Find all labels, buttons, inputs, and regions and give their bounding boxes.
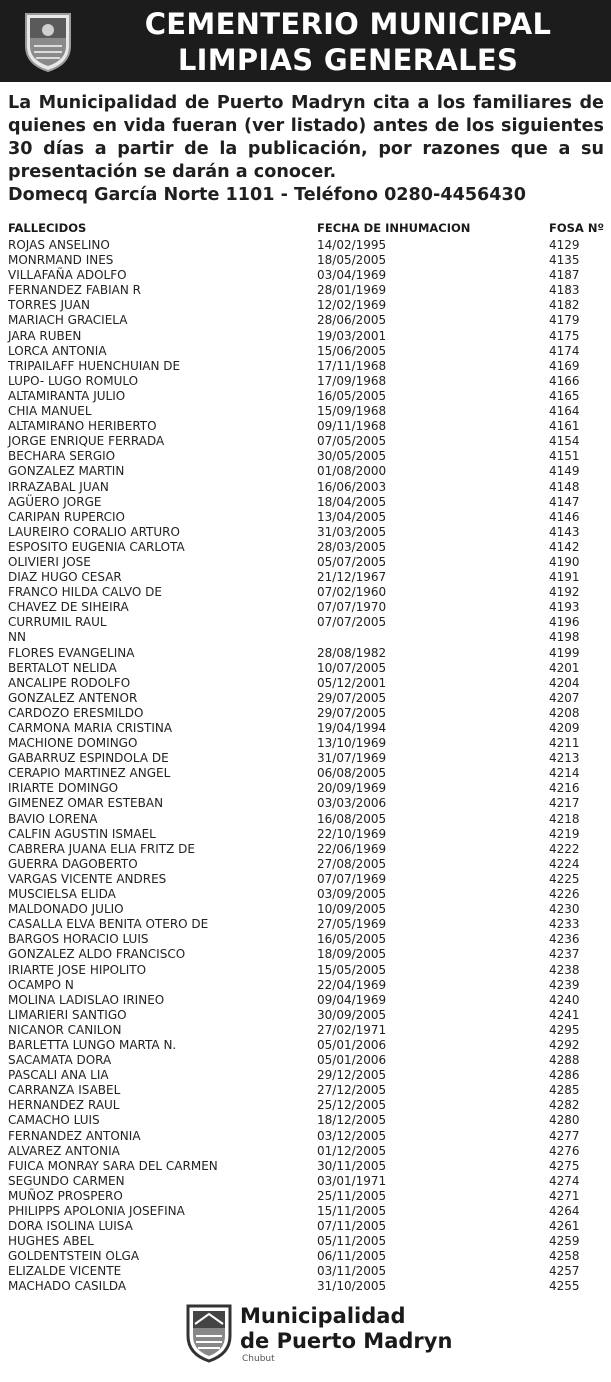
grave-number: 4233 <box>549 917 580 932</box>
grave-number: 4135 <box>549 253 580 268</box>
grave-number: 4230 <box>549 902 580 917</box>
table-row <box>8 600 606 615</box>
grave-number: 4147 <box>549 494 580 509</box>
grave-number: 4219 <box>549 826 580 841</box>
deceased-name: BARGOS HORACIO LUIS <box>8 932 149 947</box>
grave-number: 4179 <box>549 313 580 328</box>
deceased-name: ALTAMIRANTA JULIO <box>8 388 126 403</box>
grave-number: 4236 <box>549 932 580 947</box>
footer-logo <box>0 1298 611 1368</box>
deceased-name: MACHIONE DOMINGO <box>8 736 138 751</box>
grave-number: 4164 <box>549 404 580 419</box>
title-line-2: LIMPIAS GENERALES <box>177 43 519 77</box>
table-row <box>8 1234 606 1249</box>
burial-date: 28/06/2005 <box>317 313 387 328</box>
deceased-name: MALDONADO JULIO <box>8 902 124 917</box>
deceased-name: GUERRA DAGOBERTO <box>8 856 138 871</box>
deceased-name: CARDOZO ERESMILDO <box>8 705 144 720</box>
burial-date: 25/12/2005 <box>317 1098 387 1113</box>
table-row <box>8 721 606 736</box>
grave-number: 4207 <box>549 690 580 705</box>
burial-date: 18/04/2005 <box>317 494 387 509</box>
deceased-name: MACHADO CASILDA <box>8 1279 127 1294</box>
table-row <box>8 555 606 570</box>
burial-date: 29/07/2005 <box>317 705 387 720</box>
burial-date: 27/02/1971 <box>317 1022 387 1037</box>
grave-number: 4295 <box>549 1022 580 1037</box>
table-row <box>8 1144 606 1159</box>
burial-date: 10/09/2005 <box>317 902 387 917</box>
grave-number: 4191 <box>549 570 580 585</box>
table-row <box>8 1129 606 1144</box>
brand-city: de Puerto Madryn <box>240 1329 453 1353</box>
deceased-name: PHILIPPS APOLONIA JOSEFINA <box>8 1204 185 1218</box>
table-row <box>8 1053 606 1068</box>
burial-date: 18/12/2005 <box>317 1113 387 1128</box>
deceased-name: ROJAS ANSELINO <box>8 238 110 252</box>
table-row <box>8 329 606 344</box>
deceased-name: FLORES EVANGELINA <box>8 645 135 660</box>
burial-date: 17/09/1968 <box>317 373 387 388</box>
burial-date: 31/03/2005 <box>317 524 387 539</box>
grave-number: 4204 <box>549 675 580 690</box>
burial-date: 03/01/1971 <box>317 1173 387 1188</box>
table-row <box>8 434 606 449</box>
burial-date: 15/05/2005 <box>317 962 387 977</box>
deceased-name: NICANOR CANILON <box>8 1022 122 1037</box>
grave-number: 4237 <box>549 947 580 962</box>
notice-text <box>8 92 604 207</box>
deceased-name: BAVIO LORENA <box>8 811 98 826</box>
burial-date: 19/03/2001 <box>317 328 387 343</box>
deceased-name: AGÜERO JORGE <box>8 494 102 509</box>
grave-number: 4214 <box>549 766 580 781</box>
deceased-name: MUÑOZ PROSPERO <box>8 1188 123 1203</box>
grave-number: 4209 <box>549 721 580 735</box>
burial-date: 13/10/1969 <box>317 736 387 751</box>
deceased-name: CHIA MANUEL <box>8 404 92 419</box>
burial-date: 14/02/1995 <box>317 238 387 252</box>
burial-date: 12/02/1969 <box>317 298 387 313</box>
table-row <box>8 344 606 359</box>
page-title <box>92 6 604 78</box>
table-row <box>8 1038 606 1053</box>
table-row <box>8 917 606 932</box>
burial-date: 30/05/2005 <box>317 449 387 464</box>
brand-name: Municipalidad <box>240 1304 406 1328</box>
burial-date: 31/10/2005 <box>317 1279 387 1294</box>
grave-number: 4257 <box>549 1264 580 1279</box>
table-row <box>8 1113 606 1128</box>
column-header-name: FALLECIDOS <box>8 221 87 235</box>
coat-of-arms-icon <box>185 1302 233 1364</box>
grave-number: 4240 <box>549 992 580 1007</box>
burial-date: 05/01/2006 <box>317 1037 387 1052</box>
grave-number: 4192 <box>549 585 580 600</box>
burial-date: 03/12/2005 <box>317 1128 387 1143</box>
deceased-name: FRANCO HILDA CALVO DE <box>8 585 162 600</box>
deceased-name: GONZALEZ ANTENOR <box>8 690 138 705</box>
table-row <box>8 283 606 298</box>
burial-date: 16/06/2003 <box>317 479 387 494</box>
table-row <box>8 751 606 766</box>
burial-date: 03/03/2006 <box>317 796 387 811</box>
grave-number: 4277 <box>549 1128 580 1143</box>
grave-number: 4201 <box>549 660 580 675</box>
grave-number: 4292 <box>549 1037 580 1052</box>
grave-number: 4190 <box>549 554 580 569</box>
grave-number: 4208 <box>549 705 580 720</box>
deceased-name: ALVAREZ ANTONIA <box>8 1143 120 1158</box>
burial-date: 05/11/2005 <box>317 1234 387 1249</box>
burial-date: 18/05/2005 <box>317 253 387 268</box>
table-row <box>8 827 606 842</box>
table-row <box>8 691 606 706</box>
grave-number: 4288 <box>549 1053 580 1068</box>
grave-number: 4183 <box>549 283 580 298</box>
grave-number: 4154 <box>549 434 580 449</box>
grave-number: 4241 <box>549 1007 580 1022</box>
deceased-name: OLIVIERI JOSE <box>8 554 91 569</box>
burial-date: 07/07/1969 <box>317 871 387 886</box>
table-row <box>8 1008 606 1023</box>
table-row <box>8 495 606 510</box>
deceased-name: TORRES JUAN <box>8 298 90 313</box>
table-row <box>8 313 606 328</box>
deceased-name: CALFIN AGUSTIN ISMAEL <box>8 826 156 841</box>
table-row <box>8 464 606 479</box>
grave-number: 4275 <box>549 1158 580 1173</box>
table-row <box>8 736 606 751</box>
table-row <box>8 1068 606 1083</box>
table-row <box>8 781 606 796</box>
table-row <box>8 615 606 630</box>
deceased-name: NN <box>8 630 26 645</box>
deceased-name: MOLINA LADISLAO IRINEO <box>8 992 165 1007</box>
burial-date: 29/12/2005 <box>317 1068 387 1083</box>
table-row <box>8 298 606 313</box>
grave-number: 4166 <box>549 373 580 388</box>
table-row <box>8 646 606 661</box>
burial-date: 07/11/2005 <box>317 1219 387 1234</box>
deceased-name: SEGUNDO CARMEN <box>8 1173 125 1188</box>
grave-number: 4239 <box>549 977 580 992</box>
burial-date: 30/11/2005 <box>317 1158 387 1173</box>
grave-number: 4238 <box>549 962 580 977</box>
deceased-name: LIMARIERI SANTIGO <box>8 1007 127 1022</box>
deceased-name: PASCALI ANA LIA <box>8 1068 109 1083</box>
deceased-name: CARMONA MARIA CRISTINA <box>8 721 173 735</box>
grave-number: 4258 <box>549 1249 580 1264</box>
grave-number: 4193 <box>549 600 580 615</box>
burial-date: 22/06/1969 <box>317 841 387 856</box>
grave-number: 4129 <box>549 238 580 252</box>
table-row <box>8 1083 606 1098</box>
table-row <box>8 1189 606 1204</box>
deceased-name: CASALLA ELVA BENITA OTERO DE <box>8 917 209 932</box>
deceased-name: MONRMAND INES <box>8 253 114 268</box>
table-row <box>8 389 606 404</box>
grave-number: 4225 <box>549 871 580 886</box>
deceased-name: DIAZ HUGO CESAR <box>8 570 122 585</box>
burial-date: 01/12/2005 <box>317 1143 387 1158</box>
grave-number: 4149 <box>549 464 580 479</box>
burial-date: 03/11/2005 <box>317 1264 387 1279</box>
burial-date: 15/11/2005 <box>317 1204 387 1218</box>
deceased-name: CURRUMIL RAUL <box>8 615 107 630</box>
burial-date: 07/05/2005 <box>317 434 387 449</box>
table-row <box>8 812 606 827</box>
table-row <box>8 585 606 600</box>
coat-of-arms-icon <box>22 8 74 74</box>
deceased-name: LAUREIRO CORALIO ARTURO <box>8 524 180 539</box>
burial-date: 10/07/2005 <box>317 660 387 675</box>
burial-date: 01/08/2000 <box>317 464 387 479</box>
burial-date: 15/09/1968 <box>317 404 387 419</box>
burial-date: 03/09/2005 <box>317 887 387 902</box>
deceased-name: BECHARA SERGIO <box>8 449 116 464</box>
deceased-name: ESPOSITO EUGENIA CARLOTA <box>8 539 185 554</box>
table-row <box>8 902 606 917</box>
grave-number: 4226 <box>549 887 580 902</box>
deceased-name: IRIARTE JOSE HIPOLITO <box>8 962 147 977</box>
burial-date: 05/12/2001 <box>317 675 387 690</box>
deceased-name: MARIACH GRACIELA <box>8 313 128 328</box>
table-row <box>8 842 606 857</box>
deceased-name: GOLDENTSTEIN OLGA <box>8 1249 140 1264</box>
burial-date: 07/02/1960 <box>317 585 387 600</box>
deceased-name: MUSCIELSA ELIDA <box>8 887 116 902</box>
table-row <box>8 359 606 374</box>
deceased-name: HERNANDEZ RAUL <box>8 1098 120 1113</box>
grave-number: 4175 <box>549 328 580 343</box>
column-header-date: FECHA DE INHUMACION <box>317 221 471 235</box>
grave-number: 4169 <box>549 358 580 373</box>
table-row <box>8 404 606 419</box>
table-row <box>8 766 606 781</box>
grave-number: 4148 <box>549 479 580 494</box>
burial-date: 03/04/1969 <box>317 268 387 283</box>
grave-number: 4285 <box>549 1083 580 1098</box>
grave-number: 4274 <box>549 1173 580 1188</box>
deceased-name: BARLETTA LUNGO MARTA N. <box>8 1037 177 1052</box>
burial-date: 28/08/1982 <box>317 645 387 660</box>
burial-date: 27/05/1969 <box>317 917 387 932</box>
grave-number: 4280 <box>549 1113 580 1128</box>
notice-body: La Municipalidad de Puerto Madryn cita a los familiares de quienes en vida fueran (ver listado) antes de los siguientes 30 días a partir de la publicación, por razones que a su presentación se darán a conocer. <box>8 93 604 182</box>
burial-date: 25/11/2005 <box>317 1188 387 1203</box>
table-row <box>8 238 606 253</box>
deceased-name: TRIPAILAFF HUENCHUIAN DE <box>8 358 181 373</box>
burial-date: 09/11/1968 <box>317 419 387 434</box>
table-row <box>8 963 606 978</box>
grave-number: 4259 <box>549 1234 580 1249</box>
deceased-name: GONZALEZ ALDO FRANCISCO <box>8 947 186 962</box>
burial-date: 07/07/1970 <box>317 600 387 615</box>
table-row <box>8 374 606 389</box>
table-row <box>8 1219 606 1234</box>
table-row <box>8 253 606 268</box>
table-row <box>8 1279 606 1294</box>
deceased-name: SACAMATA DORA <box>8 1053 112 1068</box>
grave-number: 4151 <box>549 449 580 464</box>
burial-date: 16/08/2005 <box>317 811 387 826</box>
table-row <box>8 1264 606 1279</box>
burial-date: 06/08/2005 <box>317 766 387 781</box>
table-row <box>8 978 606 993</box>
deceased-name: IRRAZABAL JUAN <box>8 479 109 494</box>
burial-date: 06/11/2005 <box>317 1249 387 1264</box>
burial-date: 18/09/2005 <box>317 947 387 962</box>
deceased-name: OCAMPO N <box>8 977 74 992</box>
table-row <box>8 947 606 962</box>
deceased-name: ELIZALDE VICENTE <box>8 1264 122 1279</box>
table-row <box>8 932 606 947</box>
deceased-name: CHAVEZ DE SIHEIRA <box>8 600 129 615</box>
grave-number: 4174 <box>549 343 580 358</box>
table-row <box>8 570 606 585</box>
deceased-name: VARGAS VICENTE ANDRES <box>8 871 167 886</box>
grave-number: 4261 <box>549 1219 580 1234</box>
table-row <box>8 630 606 645</box>
table-row <box>8 1204 606 1219</box>
grave-number: 4161 <box>549 419 580 434</box>
deceased-name: ANCALIPE RODOLFO <box>8 675 131 690</box>
burial-date: 16/05/2005 <box>317 932 387 947</box>
deceased-name: DORA ISOLINA LUISA <box>8 1219 133 1234</box>
table-row <box>8 449 606 464</box>
grave-number: 4271 <box>549 1188 580 1203</box>
column-header-grave: FOSA Nº <box>549 221 604 235</box>
deceased-name: JARA RUBEN <box>8 328 82 343</box>
deceased-name: IRIARTE DOMINGO <box>8 781 119 796</box>
deceased-name: GIMENEZ OMAR ESTEBAN <box>8 796 164 811</box>
burial-date: 22/04/1969 <box>317 977 387 992</box>
grave-number: 4196 <box>549 615 580 630</box>
notice-contact: Domecq García Norte 1101 - Teléfono 0280-4456430 <box>8 185 527 205</box>
deceased-name: JORGE ENRIQUE FERRADA <box>8 434 165 449</box>
burial-date: 27/08/2005 <box>317 856 387 871</box>
grave-number: 4216 <box>549 781 580 796</box>
deceased-name: CARIPAN RUPERCIO <box>8 509 125 524</box>
table-row <box>8 268 606 283</box>
grave-number: 4142 <box>549 539 580 554</box>
burial-date: 31/07/1969 <box>317 751 387 766</box>
table-row <box>8 661 606 676</box>
burial-date: 07/07/2005 <box>317 615 387 630</box>
deceased-name: LORCA ANTONIA <box>8 343 107 358</box>
table-row <box>8 1249 606 1264</box>
title-line-1: CEMENTERIO MUNICIPAL <box>144 7 552 41</box>
table-row <box>8 1023 606 1038</box>
grave-number: 4211 <box>549 736 580 751</box>
table-header <box>8 221 606 237</box>
table-row <box>8 676 606 691</box>
table-row <box>8 480 606 495</box>
burial-date: 28/03/2005 <box>317 539 387 554</box>
table-row <box>8 525 606 540</box>
table-row <box>8 1098 606 1113</box>
grave-number: 4224 <box>549 856 580 871</box>
table-row <box>8 419 606 434</box>
table-row <box>8 540 606 555</box>
table-row <box>8 887 606 902</box>
grave-number: 4165 <box>549 388 580 403</box>
burial-date: 20/09/1969 <box>317 781 387 796</box>
deceased-name: FUICA MONRAY SARA DEL CARMEN <box>8 1158 218 1173</box>
burial-date: 21/12/1967 <box>317 570 387 585</box>
grave-number: 4286 <box>549 1068 580 1083</box>
deceased-name: GABARRUZ ESPINDOLA DE <box>8 751 169 766</box>
deceased-name: FERNANDEZ FABIAN R <box>8 283 141 298</box>
table-row <box>8 993 606 1008</box>
grave-number: 4146 <box>549 509 580 524</box>
deceased-name: HUGHES ABEL <box>8 1234 94 1249</box>
grave-number: 4199 <box>549 645 580 660</box>
deceased-name: CARRANZA ISABEL <box>8 1083 121 1098</box>
deceased-name: CERAPIO MARTINEZ ANGEL <box>8 766 171 781</box>
grave-number: 4187 <box>549 268 580 283</box>
grave-number: 4222 <box>549 841 580 856</box>
grave-number: 4255 <box>549 1279 580 1294</box>
burial-date: 28/01/1969 <box>317 283 387 298</box>
deceased-name: GONZALEZ MARTIN <box>8 464 125 479</box>
deceased-name: FERNANDEZ ANTONIA <box>8 1128 141 1143</box>
grave-number: 4217 <box>549 796 580 811</box>
grave-number: 4198 <box>549 630 580 645</box>
table-row <box>8 1174 606 1189</box>
deceased-name: CAMACHO LUIS <box>8 1113 100 1128</box>
grave-number: 4264 <box>549 1204 580 1218</box>
deceased-name: ALTAMIRANO HERIBERTO <box>8 419 157 434</box>
deceased-name: BERTALOT NELIDA <box>8 660 117 675</box>
table-row <box>8 510 606 525</box>
deceased-name: LUPO- LUGO ROMULO <box>8 373 139 388</box>
table-row <box>8 1159 606 1174</box>
grave-number: 4276 <box>549 1143 580 1158</box>
burial-date: 09/04/1969 <box>317 992 387 1007</box>
deceased-list <box>8 238 606 1295</box>
burial-date: 27/12/2005 <box>317 1083 387 1098</box>
burial-date: 30/09/2005 <box>317 1007 387 1022</box>
grave-number: 4182 <box>549 298 580 313</box>
table-row <box>8 857 606 872</box>
burial-date: 16/05/2005 <box>317 388 387 403</box>
grave-number: 4282 <box>549 1098 580 1113</box>
deceased-name: VILLAFAÑA ADOLFO <box>8 268 127 283</box>
burial-date: 19/04/1994 <box>317 721 387 735</box>
grave-number: 4143 <box>549 524 580 539</box>
table-row <box>8 796 606 811</box>
burial-date: 15/06/2005 <box>317 343 387 358</box>
brand-province: Chubut <box>242 1354 275 1364</box>
burial-date: 05/07/2005 <box>317 554 387 569</box>
table-row <box>8 872 606 887</box>
grave-number: 4218 <box>549 811 580 826</box>
burial-date: 17/11/1968 <box>317 358 387 373</box>
header-banner <box>0 0 611 82</box>
burial-date: 05/01/2006 <box>317 1053 387 1068</box>
deceased-name: CABRERA JUANA ELIA FRITZ DE <box>8 841 195 856</box>
burial-date: 22/10/1969 <box>317 826 387 841</box>
table-row <box>8 706 606 721</box>
grave-number: 4213 <box>549 751 580 766</box>
burial-date: 13/04/2005 <box>317 509 387 524</box>
burial-date: 29/07/2005 <box>317 690 387 705</box>
